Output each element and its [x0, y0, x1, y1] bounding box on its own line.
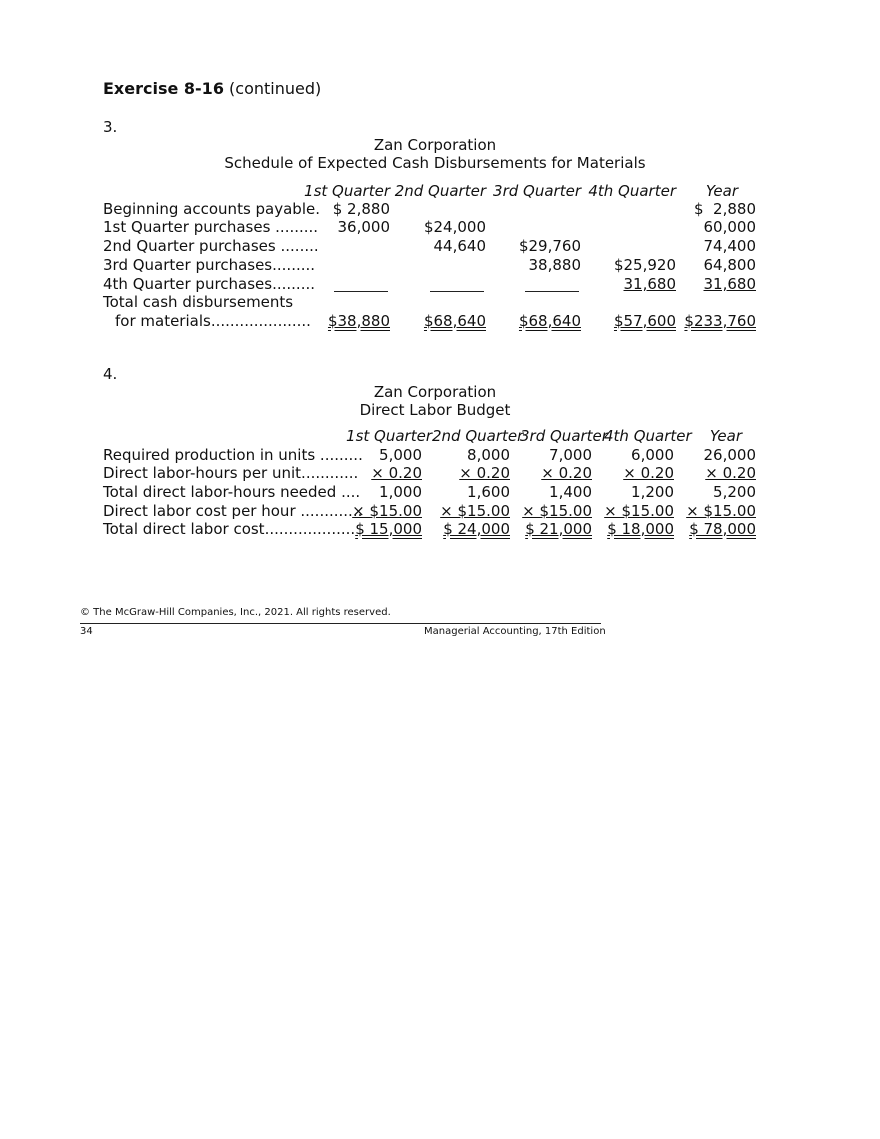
table-cell: 64,800: [703, 256, 756, 274]
table-cell: × $15.00: [522, 502, 592, 520]
table-cell: 31,680: [623, 275, 676, 293]
blank-underline: [334, 291, 388, 292]
part3-col-q1: 1st Quarter: [304, 182, 390, 200]
table-cell: 1,600: [467, 483, 510, 501]
part3-company: Zan Corporation: [373, 136, 497, 154]
table-cell: 60,000: [703, 218, 756, 236]
footer-rule: [80, 623, 601, 624]
total-cell: $ 24,000: [443, 520, 510, 538]
total-cell: $ 78,000: [689, 520, 756, 538]
part3-col-q3: 3rd Quarter: [493, 182, 581, 200]
table-cell: 36,000: [337, 218, 390, 236]
table-row-label: 1st Quarter purchases .........: [103, 218, 319, 236]
table-cell: 5,200: [713, 483, 756, 501]
blank-underline: [525, 291, 579, 292]
table-row-label: Total direct labor-hours needed ....: [103, 483, 361, 501]
table-cell: 1,200: [631, 483, 674, 501]
total-cell: $233,760: [684, 312, 756, 330]
table-cell: × $15.00: [440, 502, 510, 520]
table-cell: $25,920: [613, 256, 676, 274]
part3-title: Schedule of Expected Cash Disbursements for Materials: [224, 154, 646, 172]
book-title: Managerial Accounting, 17th Edition: [424, 626, 606, 637]
part3-col-year: Year: [705, 182, 738, 200]
table-cell: $ 2,880: [332, 200, 390, 218]
table-cell: 31,680: [703, 275, 756, 293]
table-row-label: Required production in units .........: [103, 446, 363, 464]
part3-col-q4: 4th Quarter: [588, 182, 676, 200]
table-cell: 7,000: [549, 446, 592, 464]
total-label: Total cash disbursements: [103, 293, 294, 311]
total-cell: $ 15,000: [355, 520, 422, 538]
part3-number: 3.: [103, 118, 118, 136]
table-row-label: 3rd Quarter purchases.........: [103, 256, 316, 274]
blank-underline: [430, 291, 484, 292]
part4-col-q4: 4th Quarter: [604, 427, 692, 445]
table-row-label: 4th Quarter purchases.........: [103, 275, 315, 293]
total-cell: $57,600: [613, 312, 676, 330]
part4-company: Zan Corporation: [373, 383, 497, 401]
part4-col-q2: 2nd Quarter: [432, 427, 524, 445]
table-cell: 26,000: [703, 446, 756, 464]
table-cell: × 0.20: [371, 464, 422, 482]
total-cell: $ 18,000: [607, 520, 674, 538]
table-cell: 44,640: [433, 237, 486, 255]
part4-col-q3: 3rd Quarter: [520, 427, 608, 445]
table-cell: $29,760: [518, 237, 581, 255]
part4-number: 4.: [103, 365, 118, 383]
total-cell: $ 21,000: [525, 520, 592, 538]
table-cell: × 0.20: [705, 464, 756, 482]
table-row-label: 2nd Quarter purchases ........: [103, 237, 319, 255]
table-cell: × $15.00: [686, 502, 756, 520]
table-cell: 6,000: [631, 446, 674, 464]
page-number: 34: [80, 626, 93, 637]
part4-col-year: Year: [709, 427, 742, 445]
table-cell: × 0.20: [623, 464, 674, 482]
table-row-label: Direct labor-hours per unit............: [103, 464, 359, 482]
exercise-continued: (continued): [223, 79, 322, 98]
total-cell: $38,880: [327, 312, 390, 330]
table-cell: 74,400: [703, 237, 756, 255]
table-cell: 8,000: [467, 446, 510, 464]
table-cell: $ 2,880: [693, 200, 756, 218]
table-cell: 5,000: [379, 446, 422, 464]
part3-col-q2: 2nd Quarter: [394, 182, 486, 200]
table-row-label: Direct labor cost per hour .............: [103, 502, 363, 520]
table-cell: 1,000: [379, 483, 422, 501]
table-cell: × $15.00: [604, 502, 674, 520]
total-cell: $68,640: [518, 312, 581, 330]
part4-title: Direct Labor Budget: [359, 401, 511, 419]
exercise-heading: [103, 79, 321, 98]
table-cell: × 0.20: [459, 464, 510, 482]
table-cell: 1,400: [549, 483, 592, 501]
table-cell: × $15.00: [352, 502, 422, 520]
table-cell: $24,000: [423, 218, 486, 236]
exercise-title: Exercise 8-16: [103, 79, 224, 98]
total-cell: $68,640: [423, 312, 486, 330]
table-row-label: Beginning accounts payable.: [103, 200, 320, 218]
total-label-2: for materials.....................: [115, 312, 311, 330]
table-row-label: Total direct labor cost...................: [103, 520, 356, 538]
part4-col-q1: 1st Quarter: [346, 427, 432, 445]
copyright: © The McGraw-Hill Companies, Inc., 2021. All rights reserved.: [80, 607, 391, 618]
table-cell: 38,880: [528, 256, 581, 274]
table-cell: × 0.20: [541, 464, 592, 482]
